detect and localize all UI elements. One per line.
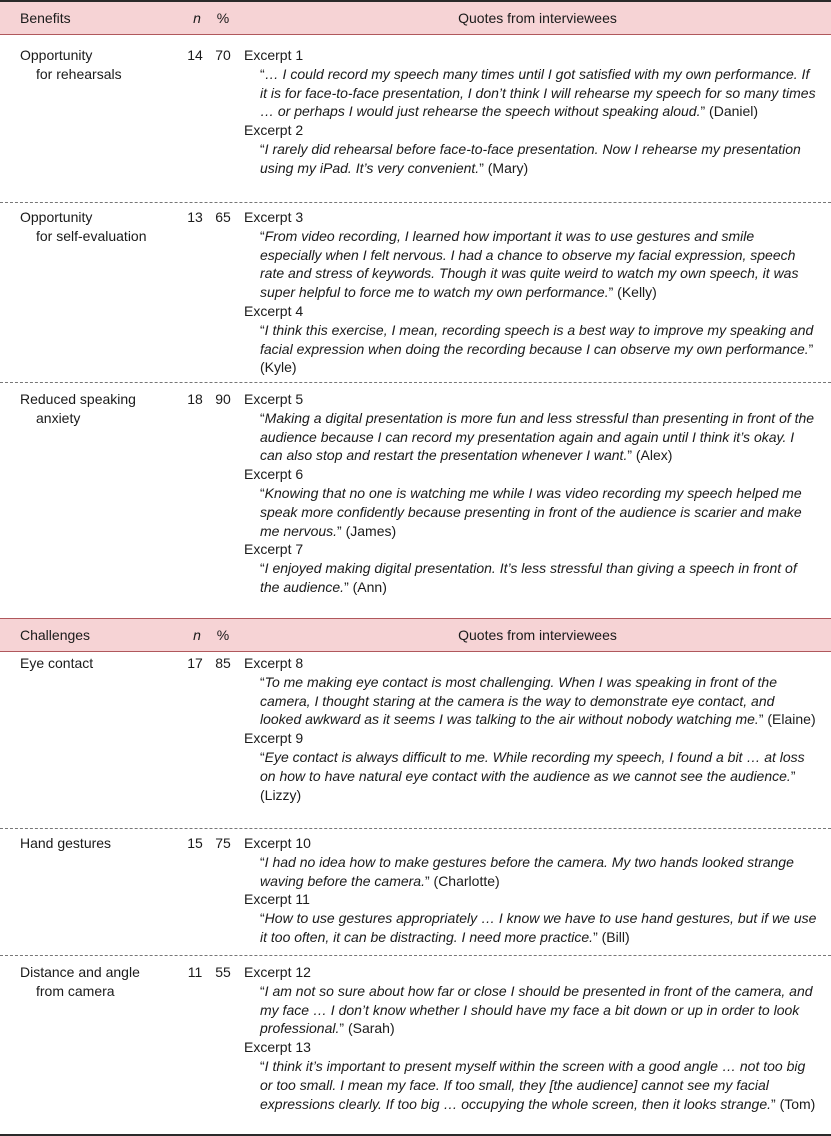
excerpt-quote — [244, 559, 819, 597]
category-label-continued: anxiety — [36, 410, 81, 426]
percent-cell: 90 — [215, 391, 231, 407]
quote-attribution: ” (Alex) — [627, 447, 673, 464]
quote-open-mark: “ — [260, 748, 265, 765]
category-label: Opportunity — [20, 47, 93, 63]
quote-open-mark: “ — [260, 321, 265, 338]
header-quotes: Quotes from interviewees — [458, 10, 617, 26]
excerpt-quote — [244, 140, 819, 178]
count-cell: 18 — [187, 391, 203, 407]
count-cell: 13 — [187, 209, 203, 225]
quote-text: I am not so sure about how far or close I should be presented in front of the camera, and my face … I don’t know whether I should have my face a bit down or up in order to look professional. — [260, 982, 813, 1037]
excerpt-label: Excerpt 13 — [244, 1039, 311, 1056]
header-percent: % — [216, 10, 230, 26]
quote-attribution: ” (Lizzy) — [260, 767, 796, 803]
challenges-header-row — [0, 618, 831, 652]
quote-attribution: ” (James) — [337, 522, 397, 539]
quote-attribution: ” (Elaine) — [758, 711, 816, 728]
quote-open-mark: “ — [260, 853, 265, 870]
quote-text: Making a digital presentation is more fun and less stressful than presenting in front of the audience because I can record my presentation again and again until I think it’s okay. I can also stop and restart the presentation whenever I want. — [260, 409, 815, 464]
excerpt-quote — [244, 673, 819, 729]
category-cell — [20, 834, 185, 853]
excerpt-label: Excerpt 5 — [244, 391, 304, 407]
row-divider — [0, 955, 831, 956]
quotes-cell — [244, 46, 819, 178]
category-cell — [20, 963, 185, 1001]
quotes-cell — [244, 390, 819, 597]
percent-cell: 85 — [215, 655, 231, 671]
category-label: Eye contact — [20, 655, 94, 671]
quote-attribution: ” (Sarah) — [339, 1020, 395, 1037]
excerpt-label: Excerpt 1 — [244, 47, 304, 63]
category-label-continued: for self-evaluation — [36, 228, 147, 244]
category-label-continued: for rehearsals — [36, 66, 122, 82]
quote-text: I think this exercise, I mean, recording speech is a best way to improve my speaking and facial expression when doing the recording because I can observe my own performance. — [260, 321, 814, 357]
quote-attribution: ” (Kyle) — [260, 340, 814, 376]
excerpt-label: Excerpt 3 — [244, 209, 304, 225]
quote-text: … I could record my speech many times until I got satisfied with my own performance. If it is for face-to-face presentation, I don’t think I will rehearse my speech for so many times … or perhaps I would just rehearse the speech without speaking aloud. — [260, 65, 816, 120]
percent-cell: 70 — [215, 47, 231, 63]
category-label: Hand gestures — [20, 835, 112, 851]
row-divider — [0, 202, 831, 203]
quote-text: From video recording, I learned how important it was to use gestures and smile especially when I felt nervous. I had a chance to observe my facial expression, speech rate and stress of keywords. Though it was quite weird to watch my own speech, it was super helpful to force me to watch my own performance. — [260, 227, 799, 301]
excerpt-quote — [244, 853, 819, 891]
excerpt-quote — [244, 1057, 819, 1113]
category-label-continued: from camera — [36, 983, 115, 999]
quote-open-mark: “ — [260, 227, 265, 244]
quote-open-mark: “ — [260, 65, 265, 82]
quote-text: How to use gestures appropriately … I know we have to use hand gestures, but if we use it too often, it can be distracting. I need more practice. — [260, 910, 817, 945]
percent-cell: 55 — [215, 964, 231, 980]
quote-text: Eye contact is always difficult to me. While recording my speech, I found a bit … at loss on how to have natural eye contact with the audience as we cannot see the audience. — [260, 748, 805, 784]
excerpt-label: Excerpt 12 — [244, 964, 311, 980]
header-n: n — [193, 627, 201, 643]
excerpt-label: Excerpt 7 — [244, 541, 304, 558]
percent-cell: 75 — [215, 835, 231, 851]
quote-attribution: ” (Tom) — [771, 1095, 816, 1112]
excerpt-label: Excerpt 10 — [244, 835, 311, 851]
excerpt-quote — [244, 65, 819, 121]
count-cell: 15 — [187, 835, 203, 851]
excerpt-quote — [244, 484, 819, 540]
quote-text: I think it’s important to present myself within the screen with a good angle … not too big or too small. I mean my face. If too small, they [the audience] cannot see my facial expressions clearly. If too big … occupying the whole screen, then it looks strange. — [260, 1057, 806, 1112]
quote-attribution: ” (Charlotte) — [424, 872, 500, 889]
category-label: Opportunity — [20, 209, 93, 225]
header-percent: % — [216, 627, 230, 643]
quote-text: I enjoyed making digital presentation. It’s less stressful than giving a speech in front of the audience. — [260, 560, 797, 595]
category-label: Distance and angle — [20, 964, 140, 980]
quote-open-mark: “ — [260, 1057, 265, 1074]
quote-attribution: ” (Kelly) — [608, 284, 657, 301]
excerpt-quote — [244, 748, 819, 804]
category-cell — [20, 654, 185, 673]
quotes-cell — [244, 963, 819, 1113]
quote-text: I had no idea how to make gestures before the camera. My two hands looked strange waving before the camera. — [260, 853, 794, 889]
quotes-cell — [244, 834, 819, 947]
excerpt-quote — [244, 909, 819, 947]
quote-open-mark: “ — [260, 910, 265, 927]
percent-cell: 65 — [215, 209, 231, 225]
row-divider — [0, 382, 831, 383]
count-cell: 17 — [187, 655, 203, 671]
header-quotes: Quotes from interviewees — [458, 627, 617, 643]
header-challenges: Challenges — [20, 627, 91, 643]
excerpt-label: Excerpt 11 — [244, 891, 310, 908]
excerpt-label: Excerpt 8 — [244, 655, 304, 671]
excerpt-label: Excerpt 4 — [244, 302, 304, 319]
excerpt-quote — [244, 227, 819, 302]
quote-open-mark: “ — [260, 673, 265, 690]
quote-text: Knowing that no one is watching me while I was video recording my speech helped me speak more confidently because presenting in front of the audience is scarier and make me nervous. — [260, 484, 802, 539]
quote-attribution: ” (Ann) — [344, 578, 387, 595]
count-cell: 11 — [187, 964, 203, 980]
excerpt-label: Excerpt 6 — [244, 466, 304, 483]
quote-attribution: ” (Bill) — [593, 928, 630, 945]
quote-open-mark: “ — [260, 560, 265, 577]
excerpt-label: Excerpt 9 — [244, 730, 304, 747]
category-cell — [20, 208, 185, 246]
header-benefits: Benefits — [20, 10, 71, 26]
quote-open-mark: “ — [260, 409, 265, 426]
excerpt-label: Excerpt 2 — [244, 122, 304, 139]
quote-text: To me making eye contact is most challenging. When I was speaking in front of the camera, I thought staring at the camera is the way to demonstrate eye contact, and looked awkward as it seems I was talking to the air without nobody watching me. — [260, 673, 777, 728]
quote-open-mark: “ — [260, 982, 265, 999]
quote-attribution: ” (Daniel) — [700, 103, 759, 120]
header-n: n — [193, 10, 201, 26]
category-cell — [20, 46, 185, 84]
quote-attribution: ” (Mary) — [479, 159, 529, 176]
excerpt-quote — [244, 982, 819, 1038]
excerpt-quote — [244, 321, 819, 377]
benefits-header-row — [0, 2, 831, 35]
count-cell: 14 — [187, 47, 203, 63]
row-divider — [0, 828, 831, 829]
category-label: Reduced speaking — [20, 391, 136, 407]
quotes-cell — [244, 208, 819, 377]
quote-open-mark: “ — [260, 484, 265, 501]
quotes-cell — [244, 654, 819, 804]
category-cell — [20, 390, 185, 428]
quote-open-mark: “ — [260, 140, 265, 157]
excerpt-quote — [244, 409, 819, 465]
quote-text: I rarely did rehearsal before face-to-face presentation. Now I rehearse my presentation using my iPad. It’s very convenient. — [260, 140, 801, 176]
